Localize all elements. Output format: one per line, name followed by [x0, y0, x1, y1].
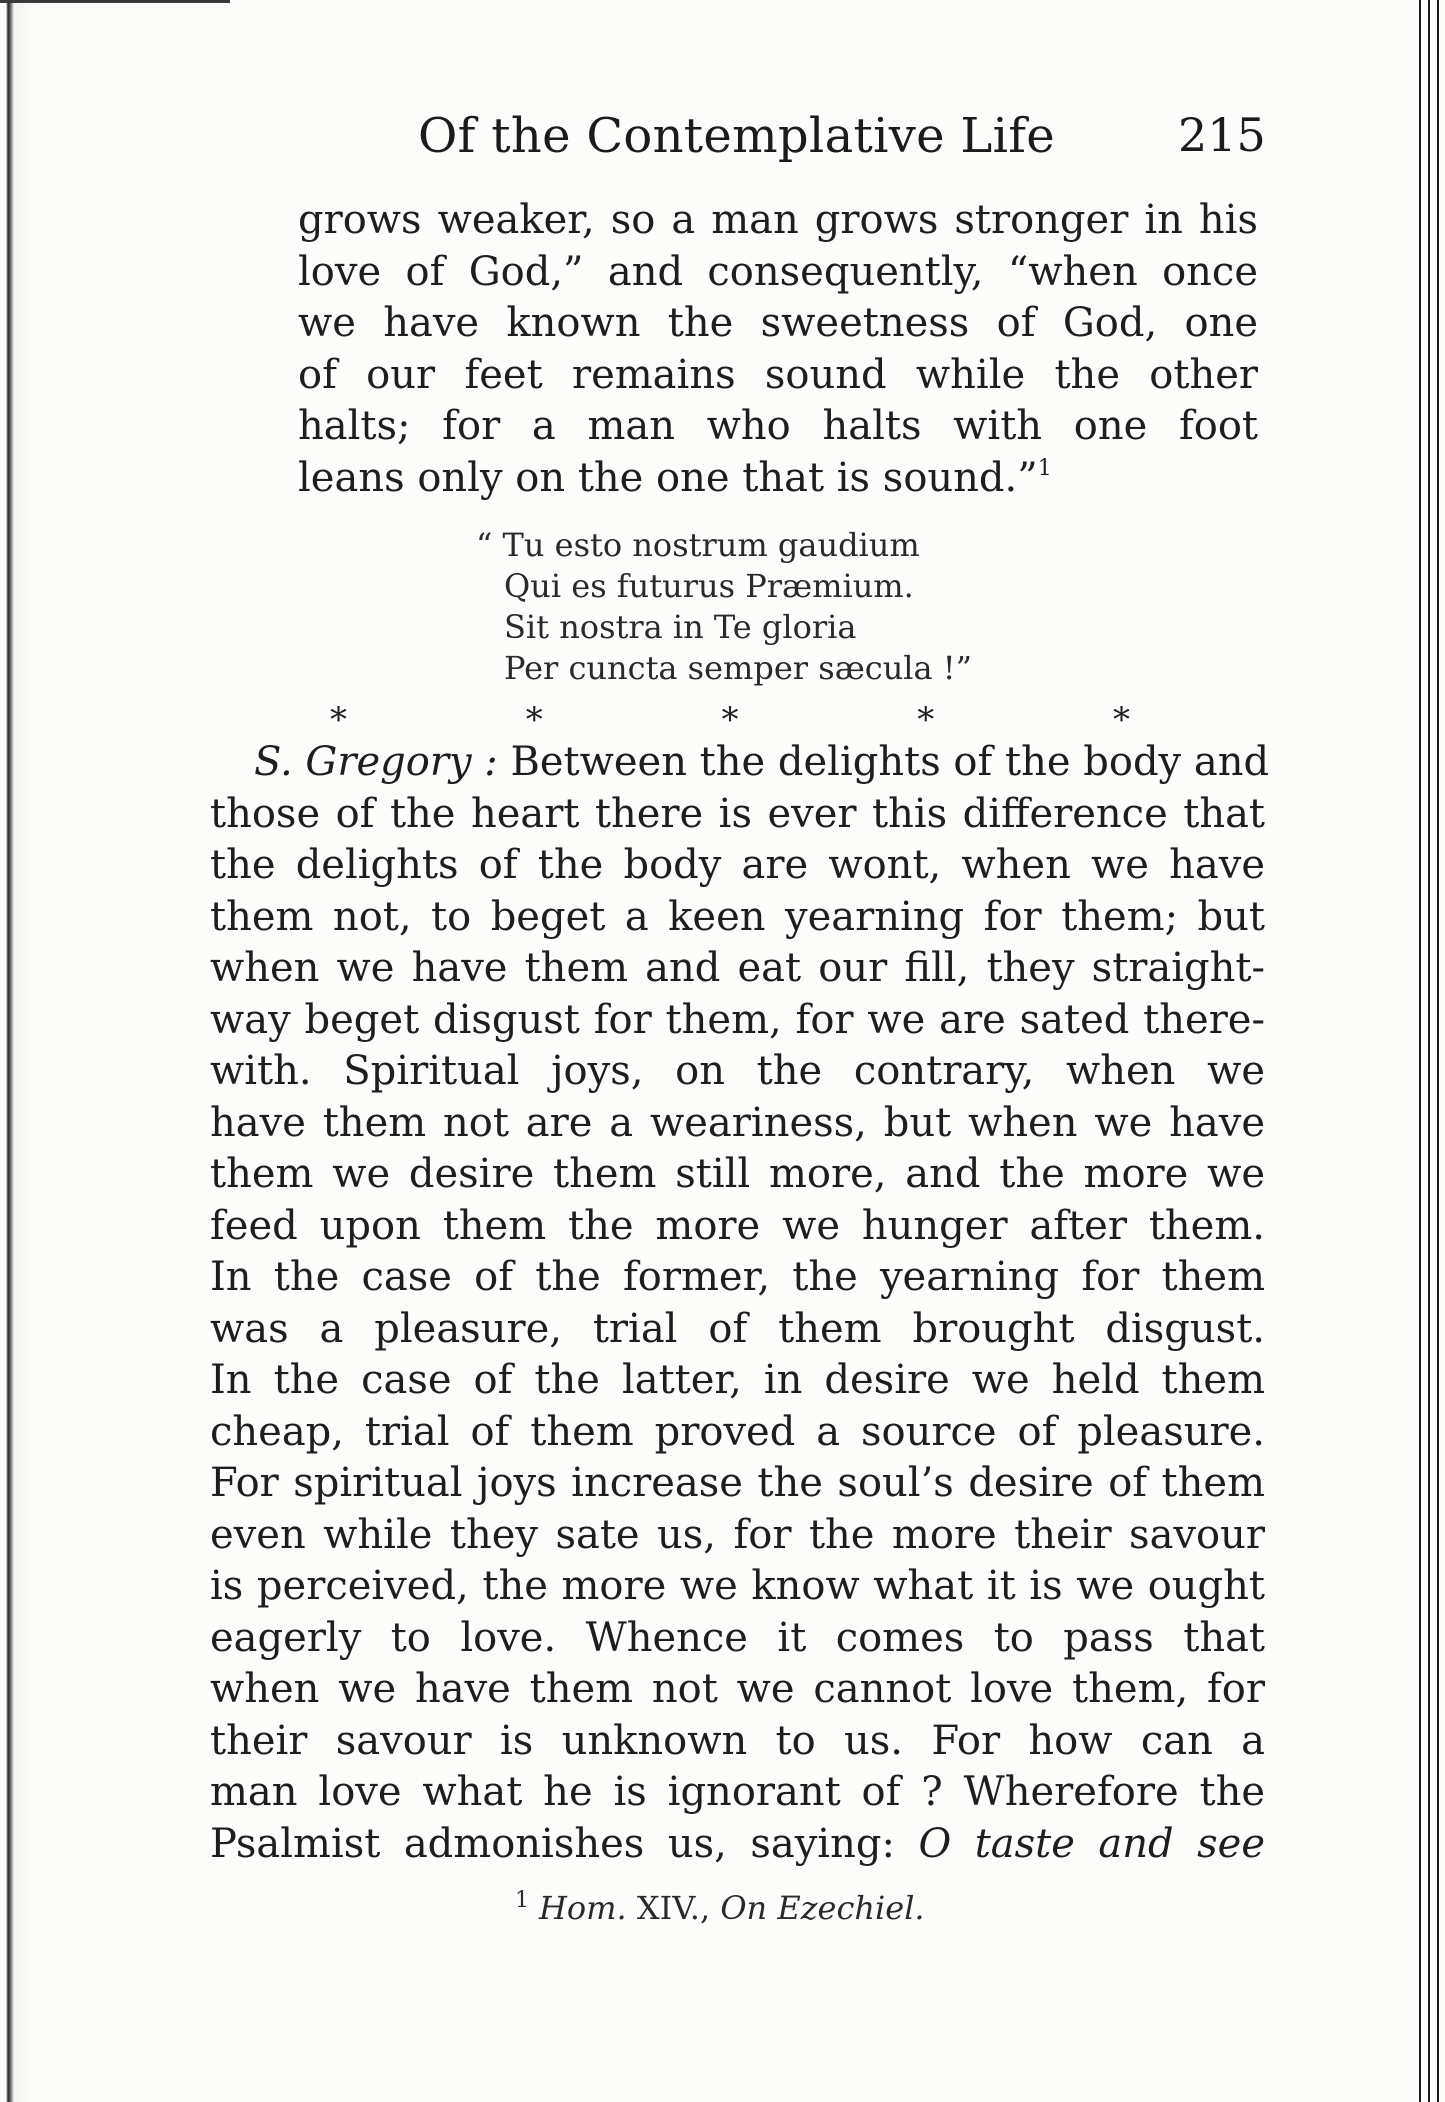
- text-line: For spiritual joys increase the soul’s desire of them: [210, 1460, 1265, 1506]
- text-line: [210, 737, 1270, 789]
- text-line: is perceived, the more we know what it is we ought: [210, 1563, 1265, 1609]
- separator-star: *: [330, 700, 347, 740]
- text-line: them not, to beget a keen yearning for them; but: [210, 893, 1265, 940]
- text-line: those of the heart there is ever this difference that: [210, 790, 1265, 837]
- speaker-name: S. Gregory :: [254, 739, 498, 785]
- text-line: of our feet remains sound while the other: [298, 351, 1258, 398]
- text-line: the delights of the body are wont, when we have: [210, 842, 1265, 888]
- verse-line: “ Tu esto nostrum gaudium: [476, 526, 920, 564]
- page-right-edge: [1415, 0, 1445, 2102]
- verse-line: Sit nostra in Te gloria: [504, 608, 857, 646]
- separator-star: *: [525, 700, 543, 740]
- text-line: was a pleasure, trial of them brought disgust.: [210, 1305, 1265, 1352]
- verse-line: Qui es futurus Præmium.: [504, 567, 914, 605]
- text-line: way beget disgust for them, for we are sated there-: [210, 996, 1265, 1043]
- verse-line: Per cuncta semper sæcula !”: [504, 649, 972, 687]
- running-header-title: Of the Contemplative Life: [418, 108, 1056, 164]
- text-line: [298, 453, 1258, 505]
- footnote-work: On Ezechiel.: [720, 1889, 925, 1927]
- scripture-quote: O taste and see: [918, 1820, 1265, 1867]
- text-line: In the case of the latter, in desire we held them: [210, 1357, 1265, 1403]
- top-paragraph: [298, 195, 1258, 504]
- text-line: In the case of the former, the yearning for them: [210, 1254, 1265, 1300]
- text-line: when we have them not we cannot love them, for: [210, 1666, 1265, 1712]
- separator-star: *: [917, 700, 935, 740]
- text-line: [210, 1819, 1265, 1871]
- book-spine-edge: [0, 0, 34, 2102]
- footnote-number: XIV.,: [626, 1889, 721, 1927]
- text-line: we have known the sweetness of God, one: [298, 300, 1258, 346]
- text-line: with. Spiritual joys, on the contrary, when we: [210, 1048, 1265, 1094]
- footnote-reference: 1: [1037, 455, 1052, 481]
- text-line-content: leans only on the one that is sound.”: [298, 454, 1038, 501]
- text-line: feed upon them the more we hunger after them.: [210, 1202, 1265, 1249]
- text-line: their savour is unknown to us. For how can a: [210, 1717, 1265, 1764]
- text-line: halts; for a man who halts with one foot: [298, 403, 1258, 449]
- text-line: them we desire them still more, and the more we: [210, 1151, 1265, 1197]
- text-line: eagerly to love. Whence it comes to pass that: [210, 1614, 1265, 1661]
- text-line: cheap, trial of them proved a source of pleasure.: [210, 1408, 1265, 1455]
- latin-verse: [476, 525, 972, 689]
- text-line-content: Between the delights of the body and: [497, 739, 1270, 785]
- section-separator: [330, 700, 1130, 740]
- text-line: man love what he is ignorant of ? Wherefore the: [210, 1769, 1265, 1815]
- text-line: love of God,” and consequently, “when once: [298, 248, 1258, 295]
- footnote-marker: 1: [515, 1888, 529, 1913]
- main-paragraph: [210, 737, 1270, 1870]
- footnote: [515, 1888, 925, 1927]
- page-top-edge: [0, 0, 230, 10]
- separator-star: *: [721, 700, 739, 740]
- separator-star: *: [1113, 700, 1130, 740]
- page-number: 215: [1178, 108, 1266, 162]
- footnote-source: Hom.: [539, 1889, 627, 1927]
- text-line: grows weaker, so a man grows stronger in his: [298, 197, 1258, 243]
- text-line: even while they sate us, for the more their savour: [210, 1511, 1265, 1558]
- text-line: when we have them and eat our fill, they straight-: [210, 945, 1265, 991]
- text-line-content: Psalmist admonishes us, saying:: [210, 1820, 919, 1867]
- text-line: have them not are a weariness, but when we have: [210, 1099, 1265, 1146]
